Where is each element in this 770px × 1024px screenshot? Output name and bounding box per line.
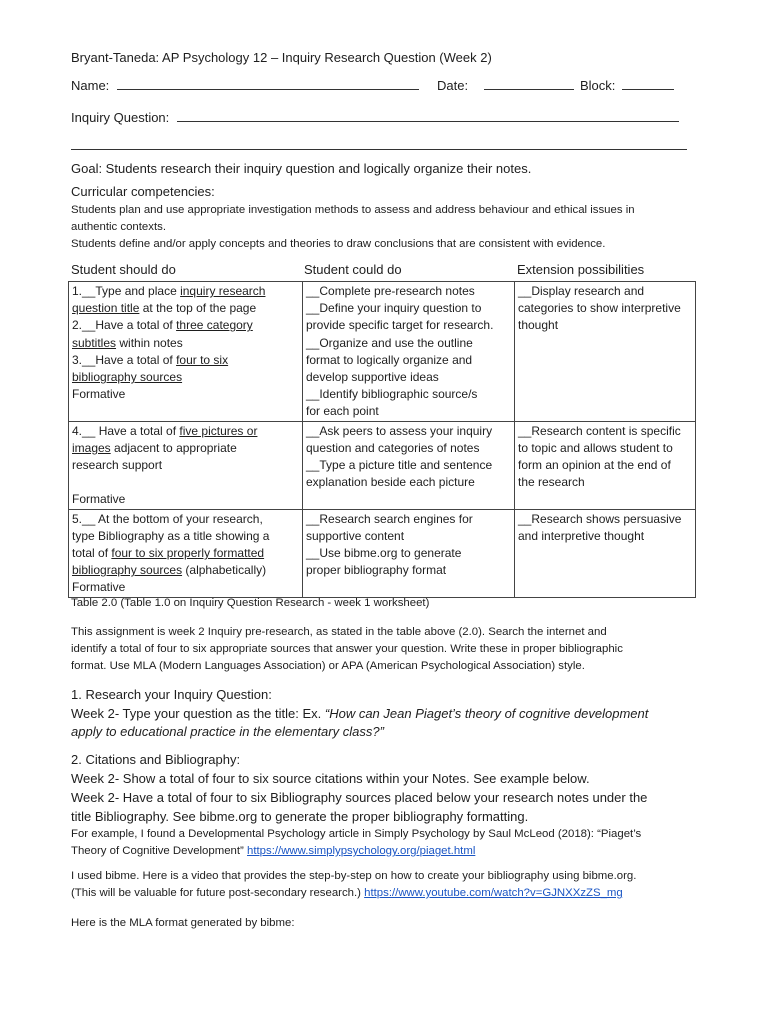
section2-heading: 2. Citations and Bibliography: [71, 752, 241, 767]
table-cell: __Ask peers to assess your inquiry question and categories of notes __Type a picture title and sentence explanation beside each picture [303, 421, 515, 509]
goal-text: Goal: Students research their inquiry question and logically organize their notes. [71, 161, 532, 176]
mla-note: Here is the MLA format generated by bibme: [71, 917, 295, 929]
assignment-line: This assignment is week 2 Inquiry pre-research, as stated in the table above (2.0). Search the internet and [71, 626, 607, 638]
table-header-could: Student could do [304, 262, 402, 277]
bibme-line-cont: (This will be valuable for future post-secondary research.) https://www.youtube.com/watch?v=GJNXXzZS_mg [71, 887, 623, 899]
section2-line: Week 2- Show a total of four to six source citations within your Notes. See example below. [71, 771, 590, 786]
table-cell: __Research content is specific to topic and allows student to form an opinion at the end of the research [515, 421, 696, 509]
table-row [69, 509, 696, 597]
inquiry-field[interactable] [177, 109, 679, 122]
competency-line: Students plan and use appropriate investigation methods to assess and address behaviour and ethical issues in [71, 204, 635, 216]
table-cell: 1.__Type and place inquiry research question title at the top of the page 2.__Have a total of three category subtitles within notes 3.__Have a total of four to six bibliography sources Formative [69, 282, 303, 422]
table-cell: 4.__ Have a total of five pictures or images adjacent to appropriate research support Formative [69, 421, 303, 509]
section1-heading: 1. Research your Inquiry Question: [71, 687, 272, 702]
table-cell: __Display research and categories to show interpretive thought [515, 282, 696, 422]
date-field[interactable] [484, 77, 574, 90]
citation-example: For example, I found a Developmental Psychology article in Simply Psychology by Saul McLeod (2018): “Piaget’s [71, 828, 642, 840]
inquiry-label: Inquiry Question: [71, 110, 170, 125]
name-label: Name: [71, 78, 110, 93]
name-field[interactable] [117, 77, 419, 90]
youtube-link[interactable]: https://www.youtube.com/watch?v=GJNXXzZS_mg [364, 887, 623, 899]
assignment-line: identify a total of four to six appropriate sources that answer your question. Write these in proper bibliographic [71, 643, 623, 655]
citation-example-cont: Theory of Cognitive Development” https://www.simplypsychology.org/piaget.html [71, 845, 476, 857]
table-cell: __Complete pre-research notes __Define your inquiry question to provide specific target for research. __Organize and use the outline format to logically organize and develop supportive ideas __Identify bibliographic source/s for each point [303, 282, 515, 422]
table-caption: Table 2.0 (Table 1.0 on Inquiry Question Research - week 1 worksheet) [71, 597, 430, 609]
date-row [437, 77, 574, 93]
section2-line: title Bibliography. See bibme.org to generate the proper bibliography formatting. [71, 809, 529, 824]
section2-line: Week 2- Have a total of four to six Bibliography sources placed below your research notes under the [71, 790, 648, 805]
block-field[interactable] [622, 77, 674, 90]
block-label: Block: [580, 78, 616, 93]
table-header-extension: Extension possibilities [517, 262, 645, 277]
name-row [71, 77, 419, 93]
table-cell: __Research search engines for supportive content __Use bibme.org to generate proper bibliography format [303, 509, 515, 597]
table-row [69, 421, 696, 509]
competencies-heading: Curricular competencies: [71, 184, 215, 199]
competency-line: Students define and/or apply concepts and theories to draw conclusions that are consistent with evidence. [71, 238, 606, 250]
inquiry-field-line2[interactable] [71, 138, 687, 150]
table-cell: 5.__ At the bottom of your research, type Bibliography as a title showing a total of four to six properly formatted bibliography sources (alphabetically) Formative [69, 509, 303, 597]
table-row [69, 282, 696, 422]
section1-line: Week 2- Type your question as the title: Ex. “How can Jean Piaget’s theory of cognitive development [71, 706, 649, 721]
expectations-table [68, 281, 696, 598]
table-header-should: Student should do [71, 262, 176, 277]
worksheet-title: Bryant-Taneda: AP Psychology 12 – Inquiry Research Question (Week 2) [71, 50, 492, 65]
example-question-cont: apply to educational practice in the elementary class?” [71, 724, 384, 739]
competency-line: authentic contexts. [71, 221, 166, 233]
simplypsychology-link[interactable]: https://www.simplypsychology.org/piaget.html [247, 845, 476, 857]
bibme-line: I used bibme. Here is a video that provides the step-by-step on how to create your bibliography using bibme.org. [71, 870, 637, 882]
example-question: “How can Jean Piaget’s theory of cognitive development [324, 706, 649, 721]
assignment-line: format. Use MLA (Modern Languages Association) or APA (American Psychological Association) style. [71, 660, 585, 672]
date-label: Date: [437, 78, 469, 93]
table-cell: __Research shows persuasive and interpretive thought [515, 509, 696, 597]
block-row [580, 77, 674, 93]
inquiry-row [71, 109, 679, 125]
